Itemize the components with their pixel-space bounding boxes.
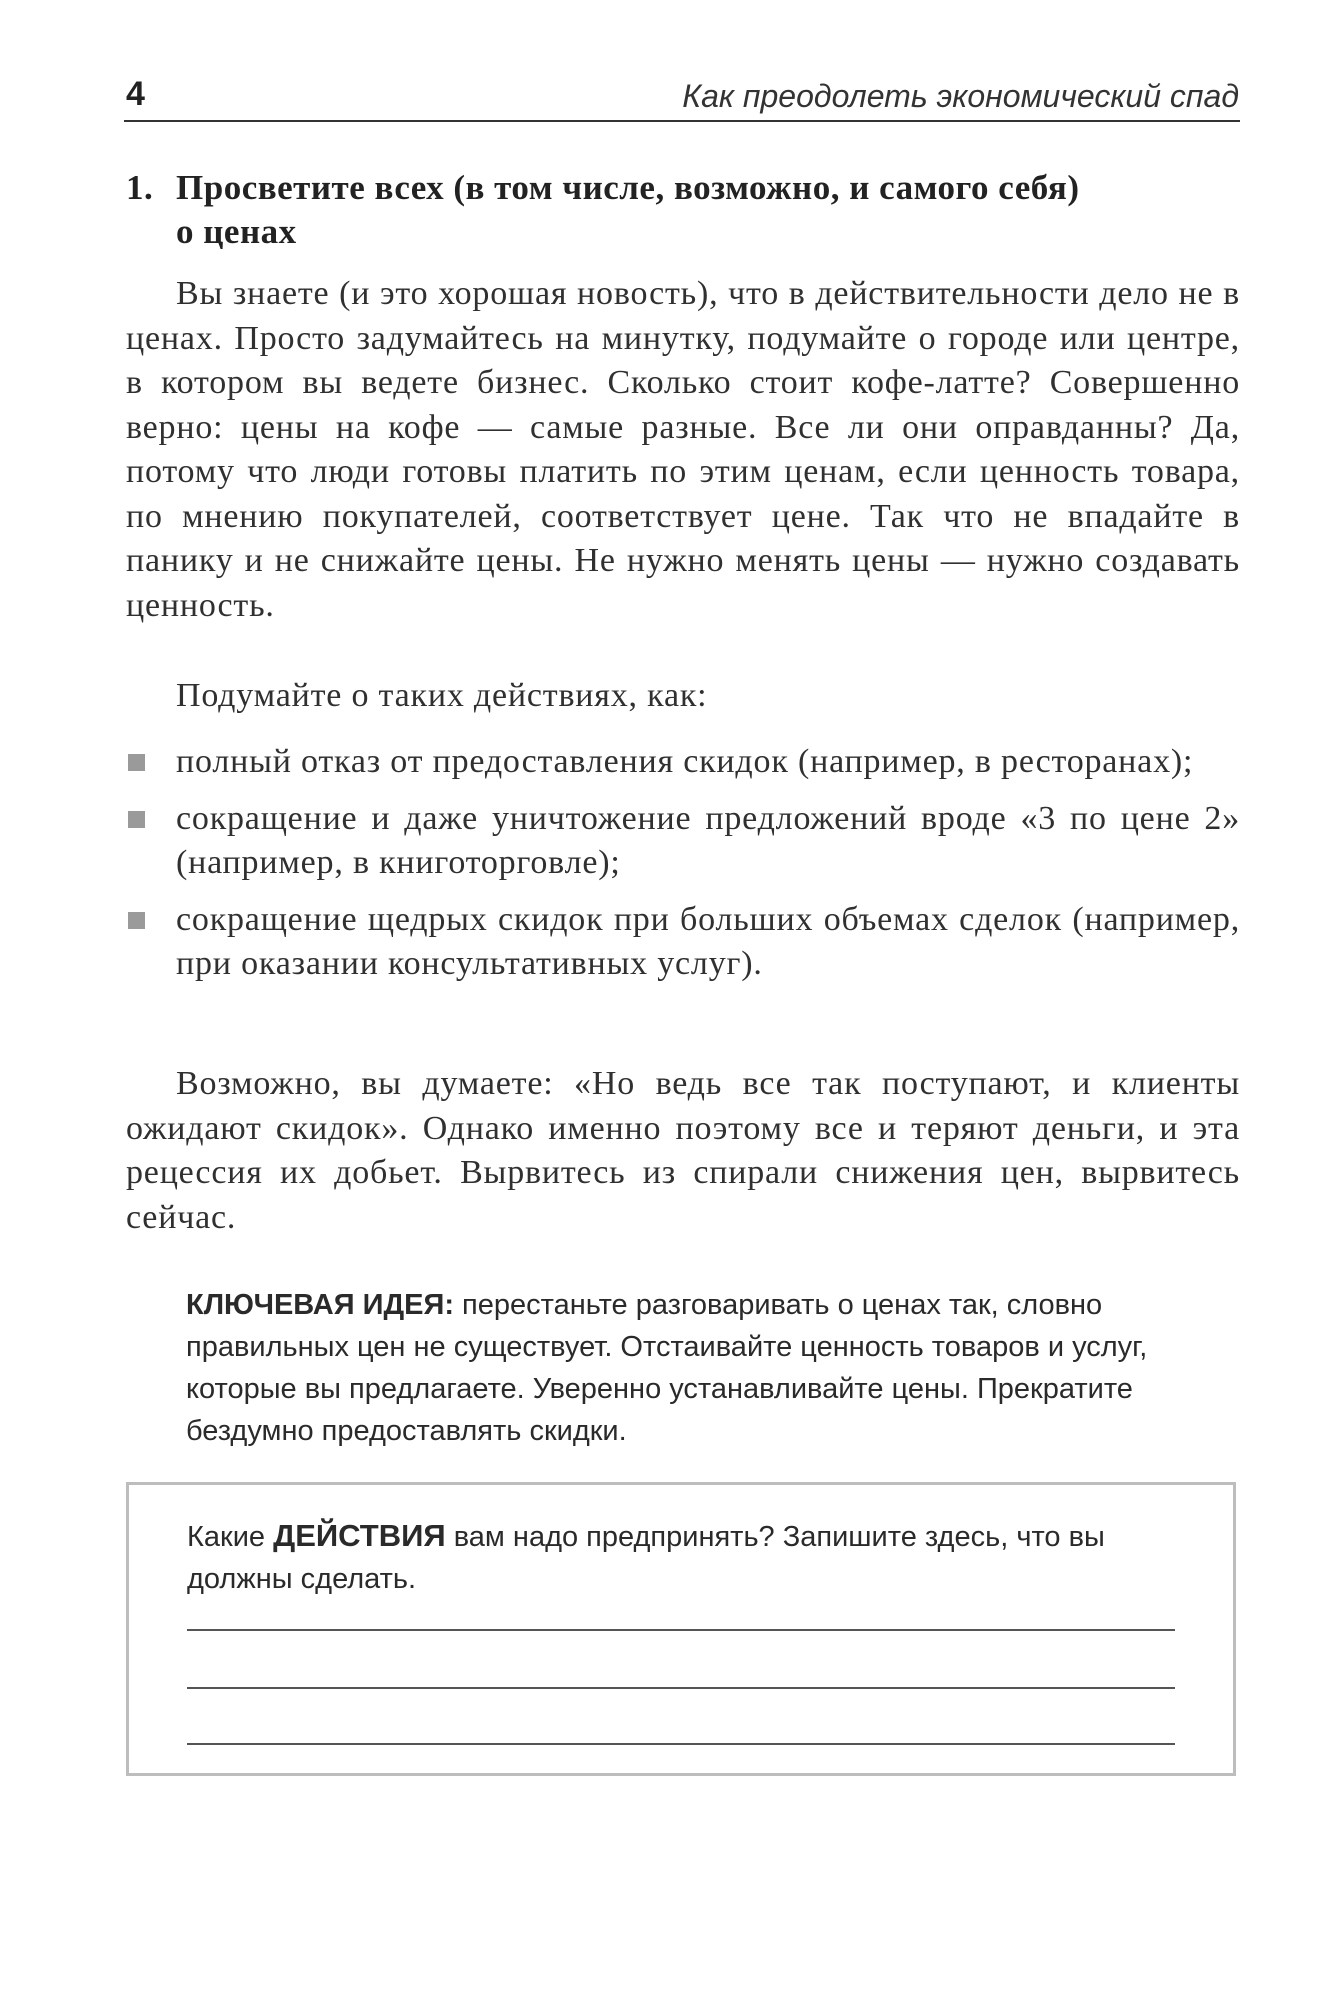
list-item	[126, 740, 1240, 785]
list-item	[126, 898, 1240, 987]
intro-paragraph: Вы знаете (и это хорошая новость), что в действительности дело не в ценах. Просто задумайтесь на минутку, подумайте о городе или центре, в котором вы ведете бизнес. Сколько стоит кофе-латте? Совершенно верно: цены на кофе — самые разные. Все ли они оправданны? Да, потому что люди готовы платить по этим ценам, если ценность товара, по мнению покупателей, соответствует цене. Так что не впадайте в панику и не снижайте цены. Не нужно менять цены — нужно создавать ценность.	[126, 275, 1240, 624]
action-prompt-suffix: вам надо предпринять? Запишите здесь, что вы должны сделать.	[187, 1521, 1105, 1595]
square-bullet-icon	[128, 754, 145, 771]
key-idea-text: перестаньте разговаривать о ценах так, словно правильных цен не существует. Отстаивайте ценность товаров и услуг, которые вы предлагаете. Уверенно устанавливайте цены. Прекратите бездумно предоставлять скидки.	[186, 1289, 1148, 1447]
think-about-paragraph: Подумайте о таких действиях, как:	[176, 677, 708, 714]
conclusion-paragraph: Возможно, вы думаете: «Но ведь все так поступают, и клиенты ожидают скидок». Однако именно поэтому все и теряют деньги, и эта рецессия их добьет. Вырвитесь из спирали снижения цен, вырвитесь сейчас.	[126, 1065, 1240, 1236]
action-box	[126, 1482, 1236, 1776]
list-item-text: сокращение щедрых скидок при больших объемах сделок (например, при оказании консультативных услуг).	[176, 900, 1240, 982]
square-bullet-icon	[128, 811, 145, 828]
section-heading-line2: о ценах	[176, 212, 297, 251]
key-idea-label: КЛЮЧЕВАЯ ИДЕЯ:	[186, 1289, 454, 1321]
page-number: 4	[126, 75, 145, 113]
write-line[interactable]	[187, 1743, 1175, 1745]
list-item	[126, 797, 1240, 886]
action-prompt-prefix: Какие	[187, 1521, 266, 1553]
action-list	[126, 740, 1240, 999]
section-heading	[126, 166, 1246, 254]
action-prompt-emphasis: ДЕЙСТВИЯ	[273, 1518, 446, 1553]
running-title: Как преодолеть экономический спад	[682, 78, 1239, 114]
key-idea-block	[186, 1284, 1186, 1452]
section-heading-line1: Просветите всех (в том числе, возможно, и самого себя)	[176, 168, 1080, 207]
list-item-text: сокращение и даже уничтожение предложений вроде «3 по цене 2» (например, в книготорговле);	[176, 799, 1240, 881]
section-number: 1.	[126, 168, 154, 207]
square-bullet-icon	[128, 912, 145, 929]
action-prompt	[187, 1515, 1187, 1600]
write-line[interactable]	[187, 1687, 1175, 1689]
list-item-text: полный отказ от предоставления скидок (например, в ресторанах);	[176, 743, 1194, 780]
write-line[interactable]	[187, 1629, 1175, 1631]
header-rule	[124, 120, 1240, 122]
